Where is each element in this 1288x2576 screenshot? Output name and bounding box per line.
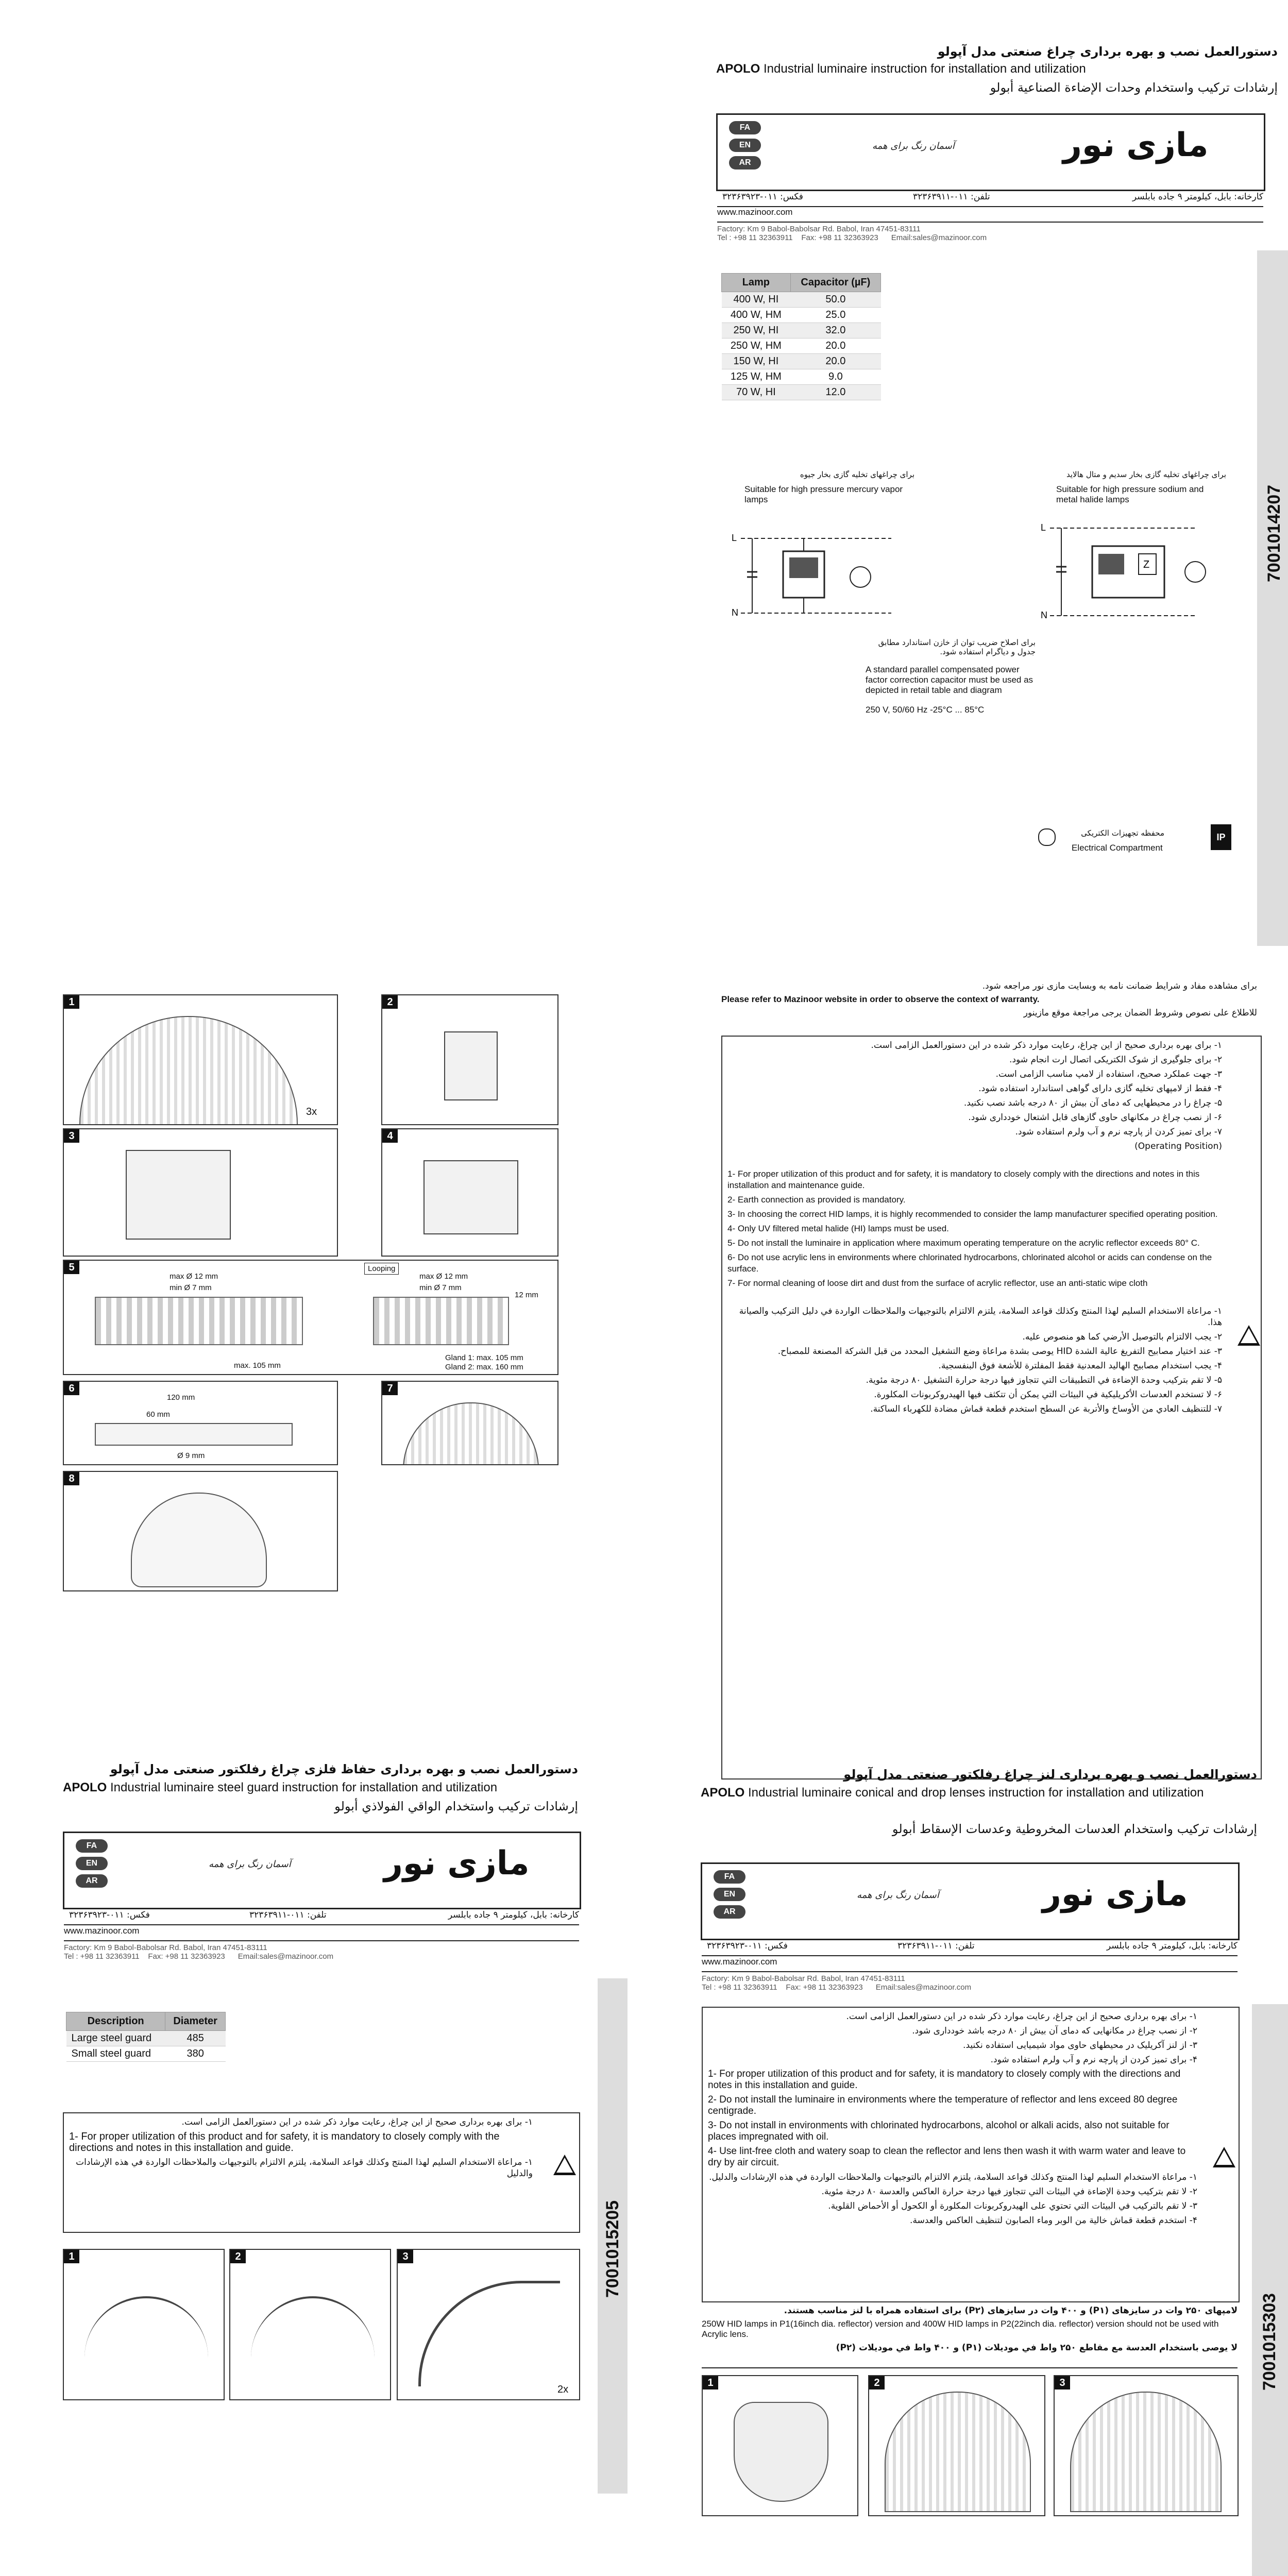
wire-label-n: N <box>1041 610 1047 620</box>
en-item: 5- Do not install the luminaire in application where maximum operating temperature on the acrylic reflector exceeds 80° C. <box>727 1238 1200 1248</box>
doc3-contact-en <box>64 1940 579 1961</box>
doc1-right-fa: برای چراغهای تخلیه گازی بخار سدیم و متال هالاید <box>1066 470 1226 479</box>
step-number: 2 <box>382 995 398 1009</box>
doc4-title-fa: دستورالعمل نصب و بهره برداری لنز چراغ رفلکتور صنعتی مدل آپولو <box>843 1767 1257 1782</box>
company-fax-fa: فکس: ۰۱۱-۳۲۳۶۳۹۲۳ <box>722 192 803 202</box>
en-item: 2- Do not install the luminaire in environments where the temperature of reflector and lens exceed 80 degree centigrade. <box>708 2094 1178 2116</box>
lamp-note-en: 250W HID lamps in P1(16inch dia. reflector) version and 400W HID lamps in P2(22inch dia. reflector) version should not be used with Acrylic lens. <box>702 2319 1219 2339</box>
ar-item: ۷- للتنظيف العادي من الأوساخ والأتربة عن السطح استخدم قطعة قماش مضادة للكهرباء الساكنة. <box>870 1404 1222 1414</box>
guard-screw-illustration <box>418 2281 560 2386</box>
dim-label: min Ø 7 mm <box>419 1283 462 1292</box>
lang-ar-badge: AR <box>76 1874 108 1888</box>
ignitor-label: Z <box>1143 559 1150 570</box>
lamp-note-ar: لا یوصی باستخدام العدسة مع مقاطع ۲۵۰ واط في موديلات (P۱) و ۴۰۰ واط في موديلات (P۲) <box>836 2343 1238 2353</box>
lens-step-panel-2 <box>868 2375 1045 2516</box>
company-tel-en: Tel : +98 11 32363911 <box>702 1983 777 1992</box>
company-fax-en: Fax: +98 11 32363923 <box>801 233 878 242</box>
looping-terminal-illustration <box>373 1297 509 1345</box>
lens-step-panel-1 <box>702 2375 858 2516</box>
step-number: 3 <box>64 1129 79 1143</box>
company-address-en: Factory: Km 9 Babol-Babolsar Rd. Babol, Iran 47451-83111 <box>64 1943 267 1952</box>
fa-item: ۱- برای بهره برداری صحیح از این چراغ، رعایت موارد ذکر شده در این دستورالعمل الزامی است. <box>871 1040 1222 1050</box>
step-panel-7 <box>381 1381 558 1465</box>
wire-label-n: N <box>732 607 738 618</box>
company-logo: مازی نور <box>384 1844 530 1883</box>
doc3-warning-box <box>63 2112 580 2233</box>
table-row: 400 W, HI 50.0 <box>722 292 881 308</box>
ballast-open-illustration <box>423 1160 518 1234</box>
ip-icon: IP <box>1211 824 1231 850</box>
fa-item: ۱- برای بهره برداری صحیح از این چراغ، رعایت موارد ذکر شده در این دستورالعمل الزامی است. <box>846 2011 1197 2022</box>
fa-item: ۳- جهت عملکرد صحیح، استفاده از لامپ مناسب الزامی است. <box>995 1069 1222 1079</box>
company-address-en: Factory: Km 9 Babol-Babolsar Rd. Babol, Iran 47451-83111 <box>717 225 921 233</box>
company-address-fa: کارخانه: بابل، کیلومتر ۹ جاده بابلسر <box>1132 192 1263 202</box>
doc4-title-en-text: Industrial luminaire conical and drop lenses instruction for installation and utilization <box>744 1786 1204 1800</box>
lang-en-badge: EN <box>729 139 761 152</box>
doc2-warranty-ar: للاطلاع على نصوص وشروط الضمان يرجى مراجعة موقع مازينور <box>1023 1008 1257 1018</box>
step-number: 1 <box>64 995 79 1009</box>
company-web[interactable]: www.mazinoor.com <box>64 1926 140 1936</box>
en-item: 6- Do not use acrylic lens in environments where chlorinated hydrocarbons, chlorinated alcohol or acids can condense on the surface. <box>727 1252 1212 1274</box>
step-number: 4 <box>382 1129 398 1143</box>
fa-item: ۱- برای بهره برداری صحیح از این چراغ، رعایت موارد ذکر شده در این دستورالعمل الزامی است. <box>181 2117 533 2127</box>
dim-label: min Ø 7 mm <box>170 1283 212 1292</box>
doc1-title-en-bold: APOLO <box>716 62 760 76</box>
doc3-guard-table <box>66 2012 226 2062</box>
table-header: Lamp <box>722 274 791 292</box>
company-fax-en: Fax: +98 11 32363923 <box>148 1952 225 1961</box>
looping-label: Looping <box>364 1263 399 1275</box>
company-tel-fa: تلفن: ۰۱۱-۳۲۳۶۳۹۱۱ <box>897 1941 975 1951</box>
doc1-left-en: Suitable for high pressure mercury vapor lamps <box>744 484 903 504</box>
dim-label: max Ø 12 mm <box>170 1272 218 1281</box>
table-row: 150 W, HI 20.0 <box>722 354 881 369</box>
company-address-en: Factory: Km 9 Babol-Babolsar Rd. Babol, Iran 47451-83111 <box>702 1974 905 1983</box>
guard-attach-illustration <box>251 2296 375 2376</box>
doc4-lamp-note <box>702 2306 1238 2368</box>
ar-item: ۲- لا تقم بتركيب وحدة الإضاءة في البيئات التي تتجاوز فيها درجة حرارة العاكس والعدسة ۸۰ درجة مئوية. <box>821 2187 1197 2197</box>
doc1-title-fa: دستورالعمل نصب و بهره برداری چراغ صنعتی مدل آپولو <box>937 44 1278 59</box>
doc3-title-en <box>63 1781 609 1795</box>
table-row: Large steel guard 485 <box>66 2031 226 2046</box>
company-tel-en: Tel : +98 11 32363911 <box>64 1952 140 1961</box>
operating-position-note: (Operating Position) <box>1134 1141 1222 1151</box>
warning-icon <box>1213 2147 1233 2167</box>
lens-reflector-illustration <box>885 2392 1031 2512</box>
doc1-elec-fa: محفظه تجهیزات الکتریکی <box>1081 828 1164 838</box>
warning-icon <box>1238 1325 1258 1346</box>
company-fax-en: Fax: +98 11 32363923 <box>786 1983 863 1992</box>
company-web[interactable]: www.mazinoor.com <box>717 207 793 217</box>
ar-item: ۱- مراعاة الاستخدام السليم لهذا المنتج وكذلك قواعد السلامة، يلتزم الالتزام بالتوجيهات والملاحظات الواردة في هذه الإرشادات والدليل <box>76 2157 533 2179</box>
doc2-warranty-fa: برای مشاهده مفاد و شرایط ضمانت نامه به وبسایت مازی نور مراجعه شود. <box>982 981 1257 991</box>
doc1-capacitor-spec: 250 V, 50/60 Hz -25°C ... 85°C <box>866 705 985 715</box>
company-logo: مازی نور <box>1042 1875 1188 1913</box>
step-panel-3 <box>63 1128 338 1257</box>
doc3-title-ar: إرشادات تركيب واستخدام الواقي الفولاذي أبولو <box>334 1799 578 1814</box>
doc4-title-en-bold: APOLO <box>701 1786 745 1800</box>
ar-item: ۳- لا تقم بالتركيب في البيئات التي تحتوي على الهيدروكربونات المكلورة أو الكحول أو الأحماض القلوية. <box>828 2201 1197 2211</box>
doc4-title-en <box>701 1786 1267 1800</box>
doc4-title-ar: إرشادات تركيب واستخدام العدسات المخروطية وعدسات الإسقاط أبولو <box>892 1822 1257 1836</box>
doc2-instructions-box <box>721 1036 1262 1780</box>
ballast-box-illustration <box>444 1031 498 1100</box>
company-slogan: آسمان رنگ برای همه <box>857 1890 939 1901</box>
doc4-contact-en <box>702 1971 1238 1992</box>
dim-label: max Ø 12 mm <box>419 1272 468 1281</box>
doc1-side-band <box>1257 250 1288 946</box>
table-row: 125 W, HM 9.0 <box>722 369 881 385</box>
dim-label: 120 mm <box>167 1393 195 1402</box>
dim-label: 60 mm <box>146 1410 170 1419</box>
dim-label: Ø 9 mm <box>177 1451 205 1460</box>
doc1-elec-en: Electrical Compartment <box>1072 843 1163 853</box>
company-email[interactable]: Email:sales@mazinoor.com <box>891 233 987 242</box>
en-item: 4- Only UV filtered metal halide (HI) lamps must be used. <box>727 1224 949 1233</box>
dim-label: max. 105 mm <box>234 1361 281 1370</box>
ar-item: ۱- مراعاة الاستخدام السليم لهذا المنتج وكذلك قواعد السلامة، يلتزم الالتزام بالتوجيهات والملاحظات الواردة في دليل التركيب والصيانة هذا. <box>739 1306 1222 1328</box>
doc3-title-fa: دستورالعمل نصب و بهره برداری حفاظ فلزی چراغ رفلکتور صنعتی مدل آپولو <box>110 1762 578 1776</box>
doc3-title-en-bold: APOLO <box>63 1781 107 1794</box>
en-item: 7- For normal cleaning of loose dirt and dust from the surface of acrylic reflector, use an anti-static wipe cloth <box>727 1278 1148 1288</box>
company-web[interactable]: www.mazinoor.com <box>702 1957 777 1967</box>
ar-item: ۱- مراعاة الاستخدام السليم لهذا المنتج وكذلك قواعد السلامة، يلتزم الالتزام بالتوجيهات والملاحظات الواردة في هذه الإرشادات والدليل. <box>709 2172 1197 2182</box>
doc4-header-box <box>701 1862 1240 1940</box>
step-number: 7 <box>382 1382 398 1395</box>
step-panel-1 <box>63 994 338 1125</box>
lang-ar-badge: AR <box>729 156 761 170</box>
step-number: 2 <box>869 2376 885 2389</box>
guard-step-panel-2 <box>229 2249 391 2400</box>
ar-item: ۳- عند اختيار مصابيح التفريغ عالية الشدة HID يوصى بشدة مراعاة وضع التشغيل المحدد من قبل الشركة المصنعة للمصباح. <box>777 1346 1222 1357</box>
doc1-left-fa: برای چراغهای تخلیه گازی بخار جیوه <box>800 470 914 479</box>
step-number: 3 <box>1055 2376 1070 2389</box>
doc1-right-en: Suitable for high pressure sodium and metal halide lamps <box>1056 484 1204 504</box>
ballast-illustration <box>126 1150 231 1240</box>
dim-label: Gland 2: max. 160 mm <box>445 1363 523 1371</box>
lamp-reflector-illustration <box>79 1016 298 1125</box>
fa-item: ۲- برای جلوگیری از شوک الکتریکی اتصال ارت انجام شود. <box>1009 1055 1222 1065</box>
doc2-warranty-en: Please refer to Mazinoor website in order to observe the context of warranty. <box>721 994 1040 1004</box>
fa-item: ۷- برای تمیز کردن از پارچه نرم و آب ولرم استفاده شود. <box>1015 1127 1222 1137</box>
earth-icon <box>1038 828 1056 846</box>
doc3-title-en-text: Industrial luminaire steel guard instruction for installation and utilization <box>107 1781 498 1794</box>
ar-item: ۴- استخدم قطعة قماش خالية من الوبر وماء الصابون لتنظيف العاكس والعدسة. <box>910 2215 1197 2226</box>
step-note: 3x <box>306 1106 317 1117</box>
dim-label: 12 mm <box>515 1291 538 1299</box>
table-row: 70 W, HI 12.0 <box>722 385 881 400</box>
company-tel-en: Tel : +98 11 32363911 <box>717 233 793 242</box>
guard-clip-illustration <box>84 2296 208 2376</box>
en-item: 1- For proper utilization of this product and for safety, it is mandatory to closely comply with the directions and notes in this installation and guide. <box>69 2131 500 2154</box>
ar-item: ۴- يجب استخدام مصابيح الهاليد المعدنية فقط المفلترة للأشعة فوق البنفسجية. <box>938 1361 1222 1371</box>
company-slogan: آسمان رنگ برای همه <box>209 1859 291 1870</box>
terminal-illustration <box>95 1297 303 1345</box>
company-email[interactable]: Email:sales@mazinoor.com <box>238 1952 334 1961</box>
doc1-capacitor-note-en: A standard parallel compensated power factor correction capacitor must be used as depicted in retail table and diagram <box>866 665 1033 695</box>
lamp-dome-illustration <box>403 1402 539 1465</box>
fa-item: ۳- از لنز آکریلیک در محیطهای حاوی مواد شیمیایی استفاده نکنید. <box>963 2040 1197 2050</box>
lang-fa-badge: FA <box>729 121 761 134</box>
table-row: Small steel guard 380 <box>66 2046 226 2062</box>
ar-item: ۶- لا تستخدم العدسات الأكريليكية في البيئات التي يمكن أن تتكثف فيها الهيدروكربونات المكلورة. <box>874 1389 1222 1400</box>
lang-fa-badge: FA <box>714 1870 745 1884</box>
lamp-installed-illustration <box>131 1493 267 1587</box>
fa-item: ۵- چراغ را در محیطهایی که دمای آن بیش از ۸۰ درجه باشد نصب نکنید. <box>963 1098 1222 1108</box>
company-address-fa: کارخانه: بابل، کیلومتر ۹ جاده بابلسر <box>1106 1941 1238 1951</box>
ar-item: ۲- يجب الالتزام بالتوصيل الأرضي كما هو منصوص عليه. <box>1022 1332 1222 1342</box>
table-row: 250 W, HM 20.0 <box>722 338 881 354</box>
step-number: 6 <box>64 1382 79 1395</box>
doc1-contact-en <box>717 222 1263 242</box>
doc4-contact-row <box>702 1940 1238 1956</box>
step-panel-5 <box>63 1260 558 1375</box>
doc4-instructions-box <box>702 2007 1240 2302</box>
step-number: 2 <box>230 2250 246 2263</box>
mounting-bracket-illustration <box>95 1423 293 1446</box>
doc1-capacitor-table <box>721 273 881 400</box>
company-tel-fa: تلفن: ۰۱۱-۳۲۳۶۳۹۱۱ <box>249 1910 327 1920</box>
doc4-side-band <box>1252 2004 1288 2576</box>
doc1-capacitor-note-fa: برای اصلاح ضریب توان از خازن استاندارد مطابق جدول و دیاگرام استفاده شود. <box>878 638 1036 656</box>
step-number: 1 <box>64 2250 79 2263</box>
lang-en-badge: EN <box>714 1888 745 1901</box>
company-fax-fa: فکس: ۰۱۱-۳۲۳۶۳۹۲۳ <box>707 1941 788 1951</box>
doc1-code: 7001014207 <box>1264 484 1284 582</box>
guard-step-panel-3 <box>397 2249 580 2400</box>
company-tel-fa: تلفن: ۰۱۱-۳۲۳۶۳۹۱۱ <box>913 192 990 202</box>
dim-label: Gland 1: max. 105 mm <box>445 1353 523 1362</box>
en-item: 3- Do not install in environments with chlorinated hydrocarbons, alcohol or alkali acids, also not suitable for places impregnated with oil. <box>708 2120 1170 2142</box>
lamp-note-fa: لامپهای ۲۵۰ وات در سایزهای (P۱) و ۴۰۰ وات در سایزهای (P۲) برای استفاده همراه با لنز مناسب هستند. <box>784 2306 1238 2316</box>
step-panel-2 <box>381 994 558 1125</box>
doc1-title-ar: إرشادات تركيب واستخدام وحدات الإضاءة الصناعية أبولو <box>990 80 1278 95</box>
fa-item: ۴- برای تمیز کردن از پارچه نرم و آب ولرم استفاده شود. <box>990 2055 1197 2065</box>
company-logo: مازی نور <box>1063 126 1209 164</box>
ar-item: ۵- لا تقم بتركيب وحدة الإضاءة في التطبيقات التي تتجاوز فيها درجة حرارة التشغيل ۸۰ درجة مئوية. <box>866 1375 1222 1385</box>
table-header: Diameter <box>165 2012 226 2031</box>
guard-step-panel-1 <box>63 2249 225 2400</box>
step-note: 2x <box>557 2384 569 2395</box>
doc1-title-en <box>716 62 1283 76</box>
en-item: 1- For proper utilization of this product and for safety, it is mandatory to closely comply with the directions and notes in this installation and guide. <box>708 2069 1181 2091</box>
table-header: Description <box>66 2012 165 2031</box>
lens-step-panel-3 <box>1054 2375 1239 2516</box>
step-number: 3 <box>398 2250 413 2263</box>
wiring-diagram-right <box>1041 515 1236 634</box>
table-row: 250 W, HI 32.0 <box>722 323 881 338</box>
doc1-header-box <box>716 113 1265 191</box>
lang-fa-badge: FA <box>76 1839 108 1853</box>
doc4-code: 7001015303 <box>1260 2293 1279 2391</box>
doc3-header-box <box>63 1832 581 1909</box>
wiring-diagram-left <box>732 515 902 623</box>
company-address-fa: کارخانه: بابل، کیلومتر ۹ جاده بابلسر <box>448 1910 579 1920</box>
step-panel-4 <box>381 1128 558 1257</box>
doc1-contact-row <box>717 191 1263 207</box>
doc3-code: 7001015205 <box>603 2200 622 2298</box>
company-email[interactable]: Email:sales@mazinoor.com <box>875 1983 972 1992</box>
step-panel-8 <box>63 1471 338 1591</box>
fa-item: ۲- از نصب چراغ در مکانهایی که دمای آن بیش از ۸۰ درجه باشد خودداری شود. <box>912 2026 1197 2036</box>
lang-ar-badge: AR <box>714 1905 745 1919</box>
company-slogan: آسمان رنگ برای همه <box>872 141 955 151</box>
lens-mounted-illustration <box>1070 2392 1222 2512</box>
table-row: 400 W, HM 25.0 <box>722 308 881 323</box>
table-header: Capacitor (µF) <box>790 274 880 292</box>
lens-lamp-illustration <box>734 2402 828 2502</box>
en-item: 4- Use lint-free cloth and watery soap to clean the reflector and lens then wash it with warm water and leave to dry by air circuit. <box>708 2146 1186 2168</box>
fa-item: ۴- فقط از لامپهای تخلیه گازی دارای گواهی استاندارد استفاده شود. <box>978 1083 1222 1094</box>
doc1-title-en-text: Industrial luminaire instruction for installation and utilization <box>760 62 1086 76</box>
step-number: 5 <box>64 1261 79 1274</box>
warning-icon <box>553 2155 574 2175</box>
wire-label-l: L <box>732 533 737 543</box>
en-item: 2- Earth connection as provided is mandatory. <box>727 1195 906 1205</box>
en-item: 3- In choosing the correct HID lamps, it is highly recommended to consider the lamp manufacturer specified operating position. <box>727 1209 1218 1219</box>
company-fax-fa: فکس: ۰۱۱-۳۲۳۶۳۹۲۳ <box>69 1910 150 1920</box>
step-panel-6 <box>63 1381 338 1465</box>
fa-item: ۶- از نصب چراغ در مکانهای حاوی گازهای قابل اشتعال خودداری شود. <box>968 1112 1222 1123</box>
wire-label-l: L <box>1041 522 1046 533</box>
doc3-contact-row <box>64 1909 579 1925</box>
step-number: 1 <box>703 2376 718 2389</box>
lang-en-badge: EN <box>76 1857 108 1870</box>
en-item: 1- For proper utilization of this product and for safety, it is mandatory to closely comply with the directions and notes in this installation and maintenance guide. <box>727 1169 1200 1190</box>
step-number: 8 <box>64 1472 79 1485</box>
